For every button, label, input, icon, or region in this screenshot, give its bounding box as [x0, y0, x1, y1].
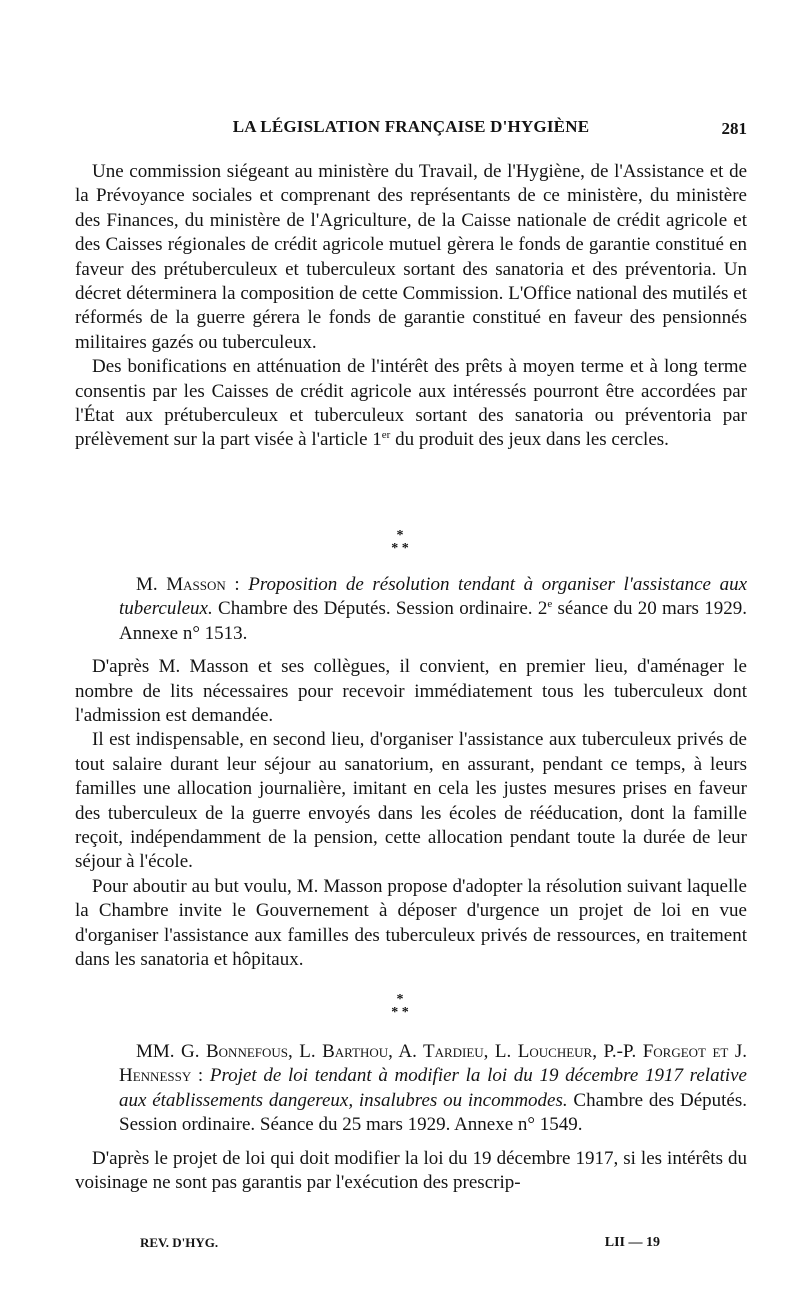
footer-journal-abbrev: REV. D'HYG.	[140, 1235, 219, 1250]
section-bonnefous-bill	[75, 1040, 747, 1195]
paragraph-text: du produit des jeux dans les cercles.	[390, 429, 669, 451]
reference-details: séance du 20 mars 1929. Annexe n° 1513.	[119, 598, 747, 644]
paragraph: Pour aboutir au but voulu, M. Masson propose d'adopter la résolution suivant laquelle la Chambre invite le Gouvernement à déposer d'urgence un projet de loi en vue d'organiser l'assistance aux familles des tuberculeux privés de ressources, en traitement dans les sanatoria et hôpitaux.	[75, 875, 747, 971]
reference-separator: :	[225, 574, 249, 595]
section-masson-proposal	[75, 573, 747, 973]
reference-title: Projet de loi tendant à modifier la loi du 19 décembre 1917 relative aux établissements dangereux, insalubres ou incommodes.	[119, 1065, 747, 1111]
bibliographic-reference	[75, 1040, 747, 1138]
reference-title: Proposition de résolution tendant à organiser l'assistance aux tuberculeux.	[119, 574, 748, 620]
separator-stars: * *	[391, 541, 409, 556]
running-header	[75, 117, 747, 147]
superscript: er	[381, 429, 391, 442]
separator-stars: * *	[391, 1005, 409, 1020]
paragraph	[75, 355, 747, 453]
paragraph-text: Des bonifications en atténuation de l'intérêt des prêts à moyen terme et à long terme consentis par les Caisses de crédit agricole aux intéressés pourront être accordées par l'État aux prétuberculeux et tuberculeux sortant des sanatoria ou préventoria par prélèvement sur la part visée à l'article 1	[75, 356, 747, 451]
page-number: 281	[721, 119, 747, 138]
superscript: e	[547, 598, 553, 611]
section-separator	[380, 993, 420, 1019]
reference-author: M. Masson	[136, 574, 226, 595]
separator-star: *	[396, 528, 404, 543]
page-footer	[140, 1235, 660, 1259]
paragraph: D'après le projet de loi qui doit modifier la loi du 19 décembre 1917, si les intérêts du voisinage ne sont pas garantis par l'exécution des prescrip-	[75, 1147, 747, 1194]
bibliographic-reference	[75, 573, 747, 646]
separator-star: *	[396, 992, 404, 1007]
section-separator	[380, 529, 420, 555]
section-guarantee-fund	[75, 160, 747, 453]
reference-details: Chambre des Députés. Session ordinaire. Séance du 25 mars 1929. Annexe n° 1549.	[119, 1089, 747, 1136]
paragraph: Une commission siégeant au ministère du Travail, de l'Hygiène, de l'Assistance et de la Prévoyance sociales et comprenant des représentants de ce ministère, du ministère des Finances, du ministère de l'Agriculture, de la Caisse nationale de crédit agricole et des Caisses régionales de crédit agricole mutuel gèrera le fonds de garantie constitué en faveur des prétuberculeux et tuberculeux sortant des sanatoria et des préventoria. Un décret déterminera la composition de cette Commission. L'Office national des mutilés et réformés de la guerre gérera le fonds de garantie constitué en faveur des pensionnés militaires gazés ou tuberculeux.	[75, 161, 747, 353]
reference-details: Chambre des Députés. Session ordinaire. 2	[212, 598, 548, 620]
paragraph: D'après M. Masson et ses collègues, il convient, en premier lieu, d'aménager le nombre de lits nécessaires pour recevoir immédiatement tous les tuberculeux dont l'admission est demandée.	[75, 656, 747, 727]
reference-authors: MM. G. Bonnefous, L. Barthou, A. Tardieu, L. Loucheur, P.-P. Forgeot et J. Hennessy	[119, 1041, 747, 1087]
footer-volume-signature: LII — 19	[604, 1235, 660, 1250]
header-title: LA LÉGISLATION FRANÇAISE D'HYGIÈNE	[232, 117, 590, 136]
paragraph: Il est indispensable, en second lieu, d'organiser l'assistance aux tuberculeux privés de tout salaire durant leur séjour au sanatorium, en assurant, pendant ce temps, à leurs familles une allocation journalière, imitant en cela les justes mesures prises en faveur des tuberculeux de la guerre envoyés dans les écoles de rééducation, dont la famille reçoit, indépendamment de la pension, cette allocation pendant toute la durée de leur séjour à l'école.	[75, 729, 747, 873]
reference-separator: :	[191, 1065, 210, 1087]
